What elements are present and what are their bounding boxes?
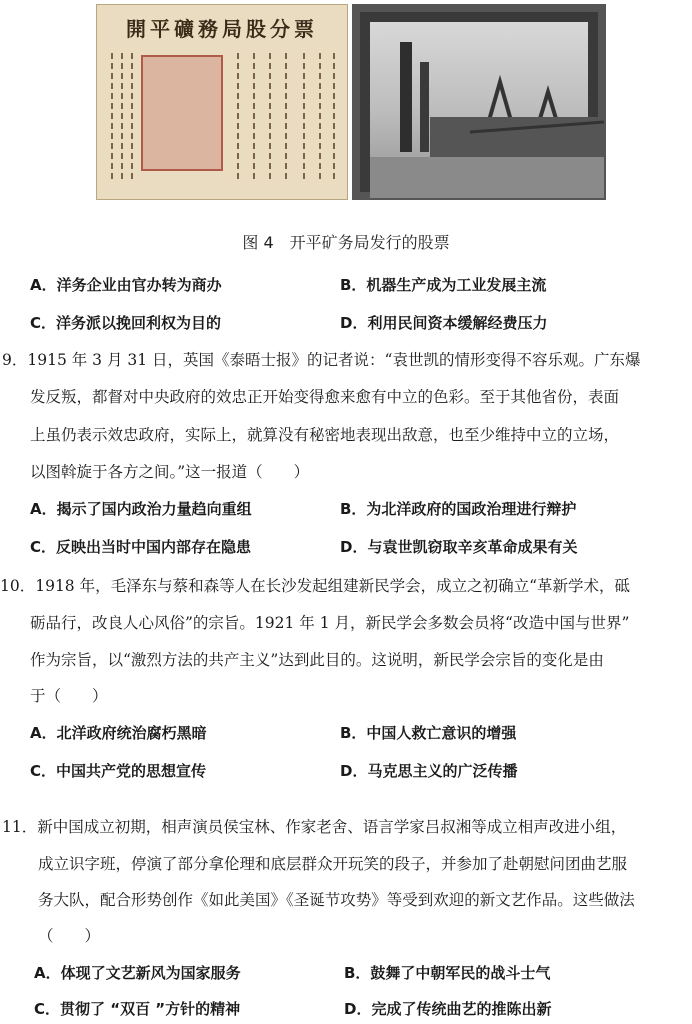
q10-stem-line: 于（ ）	[30, 687, 108, 705]
q8-option-c: C．洋务派以挽回利权为目的	[30, 314, 222, 332]
q10-stem-line: 10．1918 年，毛泽东与蔡和森等人在长沙发起组建新民学会，成立之初确立“革新学术，砥	[0, 577, 631, 595]
q9-option-a: A．揭示了国内政治力量趋向重组	[30, 500, 252, 518]
q9-stem-line: 9．1915 年 3 月 31 日，英国《泰晤士报》的记者说：“袁世凯的情形变得不容乐观。广东爆	[2, 351, 641, 369]
q11-option-a: A．体现了文艺新风为国家服务	[34, 964, 241, 982]
q10-stem-line: 砺品行，改良人心风俗”的宗旨。1921 年 1 月，新民学会多数会员将“改造中国与世界”	[30, 614, 630, 632]
q10-option-b: B．中国人救亡意识的增强	[340, 724, 517, 742]
mine-buildings-illustration	[370, 22, 604, 198]
red-seal-stamp	[141, 55, 223, 171]
q10-option-d: D．马克思主义的广泛传播	[340, 762, 518, 780]
q11-option-d: D．完成了传统曲艺的推陈出新	[344, 1000, 552, 1018]
stock-certificate-image	[96, 4, 348, 200]
q11-stem-line: 11．新中国成立初期，相声演员侯宝林、作家老舍、语言学家吕叔湘等成立相声改进小组，	[2, 818, 627, 836]
q11-stem-line: 务大队，配合形势创作《如此美国》《圣诞节攻势》等受到欢迎的新文艺作品。这些做法	[38, 891, 635, 909]
figure-caption: 图 4 开平矿务局发行的股票	[242, 233, 450, 252]
q11-stem-line: （ ）	[38, 927, 101, 945]
q9-option-b: B．为北洋政府的国政治理进行辩护	[340, 500, 577, 518]
q9-stem-line: 发反叛，都督对中央政府的效忠正开始变得愈来愈有中立的色彩。至于其他省份，表面	[30, 388, 620, 406]
q9-stem-line: 上虽仍表示效忠政府，实际上，就算没有秘密地表现出敌意，也至少维持中立的立场，	[30, 426, 620, 444]
q11-option-b: B．鼓舞了中朝军民的战斗士气	[344, 964, 551, 982]
mine-photo	[352, 4, 606, 200]
q11-option-c: C．贯彻了 “双百 ”方针的精神	[34, 1000, 241, 1018]
q10-option-c: C．中国共产党的思想宣传	[30, 762, 207, 780]
q8-option-d: D．利用民间资本缓解经费压力	[340, 314, 548, 332]
q10-stem-line: 作为宗旨，以“激烈方法的共产主义”达到此目的。这说明，新民学会宗旨的变化是由	[30, 651, 604, 669]
q8-option-a: A．洋务企业由官办转为商办	[30, 276, 222, 294]
q10-option-a: A．北洋政府统治腐朽黑暗	[30, 724, 207, 742]
q8-option-b: B．机器生产成为工业发展主流	[340, 276, 547, 294]
q9-stem-line: 以图斡旋于各方之间。”这一报道（ ）	[30, 463, 310, 481]
q9-option-d: D．与袁世凯窃取辛亥革命成果有关	[340, 538, 578, 556]
q9-option-c: C．反映出当时中国内部存在隐患	[30, 538, 252, 556]
q11-stem-line: 成立识字班，停演了部分拿伦理和底层群众开玩笑的段子，并参加了赴朝慰问团曲艺服	[38, 855, 628, 873]
stock-certificate-title: 開平礦務局股分票	[126, 17, 318, 41]
stock-figure	[96, 4, 606, 200]
